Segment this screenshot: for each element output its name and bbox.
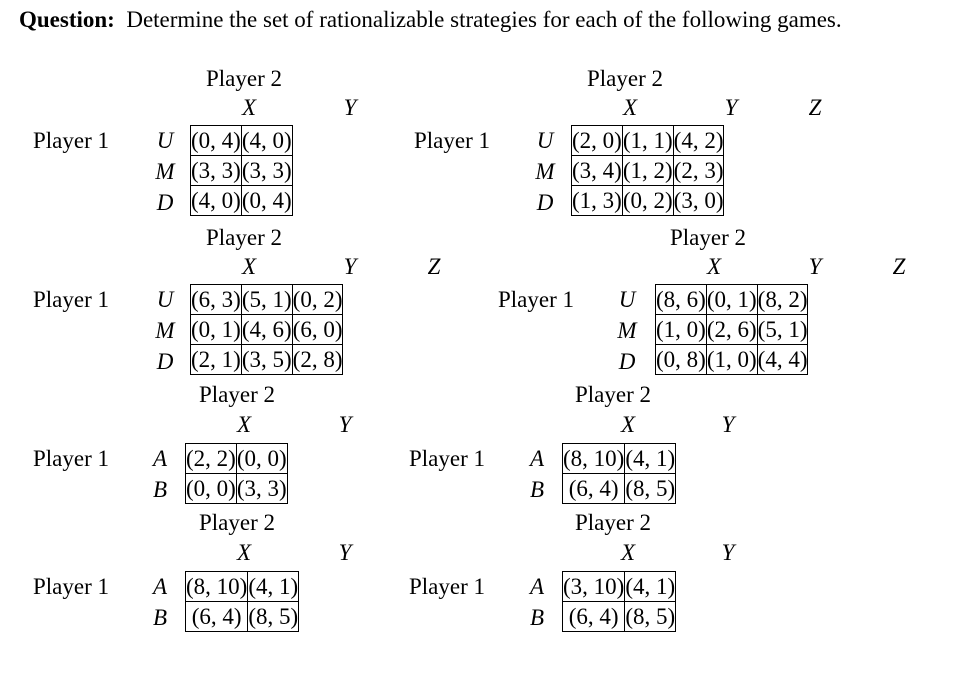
player-1-label: Player 1 (33, 574, 110, 599)
row-header-d: D (618, 349, 636, 374)
player-1-label: Player 1 (409, 574, 486, 599)
payoff-row (572, 186, 724, 216)
player-2-label: Player 2 (670, 225, 747, 250)
player-1-label: Player 1 (498, 287, 575, 312)
payoff-matrix (562, 571, 676, 632)
row-header-a: A (152, 446, 168, 471)
payoff-matrix (185, 443, 288, 504)
payoff-row (186, 602, 299, 632)
payoff-cell: (1, 0) (706, 345, 757, 375)
payoff-cell: (3, 4) (572, 156, 623, 186)
payoff-row (186, 572, 299, 602)
column-header-y: Y (721, 540, 735, 565)
column-header-x: X (236, 540, 252, 565)
player-2-label: Player 2 (206, 66, 283, 91)
payoff-cell: (4, 6) (241, 315, 292, 345)
payoff-cell: (3, 10) (563, 572, 625, 602)
player-1-label: Player 1 (33, 446, 110, 471)
row-header-m: M (155, 159, 175, 184)
player-2-label: Player 2 (587, 66, 664, 91)
payoff-cell: (4, 0) (191, 186, 242, 216)
payoff-row (191, 186, 293, 216)
payoff-cell: (6, 0) (292, 315, 343, 345)
payoff-row (563, 572, 676, 602)
payoff-row (572, 156, 724, 186)
column-header-y: Y (808, 254, 822, 279)
player-2-label: Player 2 (206, 225, 283, 250)
payoff-cell: (0, 8) (656, 345, 707, 375)
payoff-cell: (8, 2) (757, 285, 808, 315)
payoff-cell: (2, 3) (673, 156, 724, 186)
payoff-cell: (0, 2) (292, 285, 343, 315)
row-header-b: B (529, 477, 545, 502)
payoff-cell: (1, 2) (622, 156, 673, 186)
payoff-cell: (0, 4) (241, 186, 292, 216)
payoff-cell: (8, 5) (625, 602, 676, 632)
question-body: Determine the set of rationalizable strategies for each of the following games. (126, 7, 842, 32)
payoff-cell: (3, 3) (241, 156, 292, 186)
payoff-matrix (190, 284, 343, 375)
player-2-label: Player 2 (199, 510, 276, 535)
column-header-x: X (622, 95, 638, 120)
column-header-x: X (620, 412, 636, 437)
payoff-cell: (2, 6) (706, 315, 757, 345)
payoff-cell: (6, 4) (186, 602, 248, 632)
payoff-cell: (0, 0) (186, 474, 237, 504)
question-text (19, 4, 954, 35)
player-1-label: Player 1 (33, 128, 110, 153)
payoff-row (186, 444, 288, 474)
column-header-z: Z (427, 254, 441, 279)
row-header-a: A (529, 574, 545, 599)
row-header-b: B (152, 605, 168, 630)
row-header-b: B (152, 477, 168, 502)
player-2-label: Player 2 (575, 510, 652, 535)
payoff-cell: (8, 5) (625, 474, 676, 504)
column-header-y: Y (343, 254, 357, 279)
payoff-matrix (562, 443, 676, 504)
player-1-label: Player 1 (414, 128, 491, 153)
column-header-x: X (241, 254, 257, 279)
row-header-b: B (529, 605, 545, 630)
payoff-cell: (4, 2) (673, 126, 724, 156)
payoff-cell: (3, 5) (241, 345, 292, 375)
payoff-cell: (8, 10) (186, 572, 248, 602)
payoff-cell: (4, 1) (625, 444, 676, 474)
payoff-cell: (3, 3) (236, 474, 287, 504)
payoff-matrix (185, 571, 299, 632)
payoff-cell: (3, 0) (673, 186, 724, 216)
payoff-cell: (4, 0) (241, 126, 292, 156)
payoff-cell: (2, 8) (292, 345, 343, 375)
column-header-y: Y (343, 95, 357, 120)
payoff-cell: (4, 4) (757, 345, 808, 375)
payoff-cell: (2, 0) (572, 126, 623, 156)
column-header-x: X (236, 412, 252, 437)
column-header-x: X (706, 254, 722, 279)
player-2-label: Player 2 (575, 382, 652, 407)
payoff-cell: (0, 0) (236, 444, 287, 474)
row-header-u: U (618, 287, 636, 312)
payoff-row (191, 156, 293, 186)
row-header-u: U (536, 128, 554, 153)
column-header-z: Z (892, 254, 906, 279)
player-1-label: Player 1 (409, 446, 486, 471)
payoff-cell: (8, 10) (563, 444, 625, 474)
payoff-cell: (4, 1) (248, 572, 299, 602)
payoff-row (191, 345, 343, 375)
payoff-cell: (4, 1) (625, 572, 676, 602)
payoff-cell: (8, 6) (656, 285, 707, 315)
payoff-row (191, 315, 343, 345)
payoff-row (656, 315, 808, 345)
payoff-matrix (571, 125, 724, 216)
row-header-a: A (529, 446, 545, 471)
payoff-row (186, 474, 288, 504)
payoff-row (563, 474, 676, 504)
payoff-cell: (1, 3) (572, 186, 623, 216)
row-header-m: M (535, 159, 555, 184)
player-2-label: Player 2 (199, 382, 276, 407)
payoff-cell: (0, 1) (191, 315, 242, 345)
payoff-cell: (6, 3) (191, 285, 242, 315)
row-header-m: M (617, 318, 637, 343)
column-header-z: Z (808, 95, 822, 120)
payoff-matrix (655, 284, 808, 375)
row-header-u: U (156, 128, 174, 153)
payoff-cell: (0, 2) (622, 186, 673, 216)
payoff-row (656, 285, 808, 315)
payoff-matrix (190, 125, 293, 216)
payoff-row (656, 345, 808, 375)
payoff-row (191, 285, 343, 315)
column-header-y: Y (338, 412, 352, 437)
payoff-cell: (2, 2) (186, 444, 237, 474)
payoff-cell: (5, 1) (757, 315, 808, 345)
payoff-cell: (0, 4) (191, 126, 242, 156)
row-header-u: U (156, 287, 174, 312)
payoff-row (572, 126, 724, 156)
question-label: Question: (19, 7, 115, 32)
payoff-cell: (0, 1) (706, 285, 757, 315)
column-header-y: Y (721, 412, 735, 437)
payoff-cell: (3, 3) (191, 156, 242, 186)
column-header-y: Y (724, 95, 738, 120)
payoff-cell: (1, 1) (622, 126, 673, 156)
payoff-cell: (2, 1) (191, 345, 242, 375)
column-header-x: X (620, 540, 636, 565)
row-header-d: D (156, 349, 174, 374)
payoff-row (563, 602, 676, 632)
payoff-cell: (1, 0) (656, 315, 707, 345)
payoff-cell: (6, 4) (563, 474, 625, 504)
column-header-x: X (241, 95, 257, 120)
payoff-row (563, 444, 676, 474)
payoff-cell: (6, 4) (563, 602, 625, 632)
payoff-cell: (5, 1) (241, 285, 292, 315)
row-header-m: M (155, 318, 175, 343)
payoff-row (191, 126, 293, 156)
row-header-d: D (536, 190, 554, 215)
row-header-d: D (156, 190, 174, 215)
player-1-label: Player 1 (33, 287, 110, 312)
payoff-cell: (8, 5) (248, 602, 299, 632)
row-header-a: A (152, 574, 168, 599)
column-header-y: Y (338, 540, 352, 565)
